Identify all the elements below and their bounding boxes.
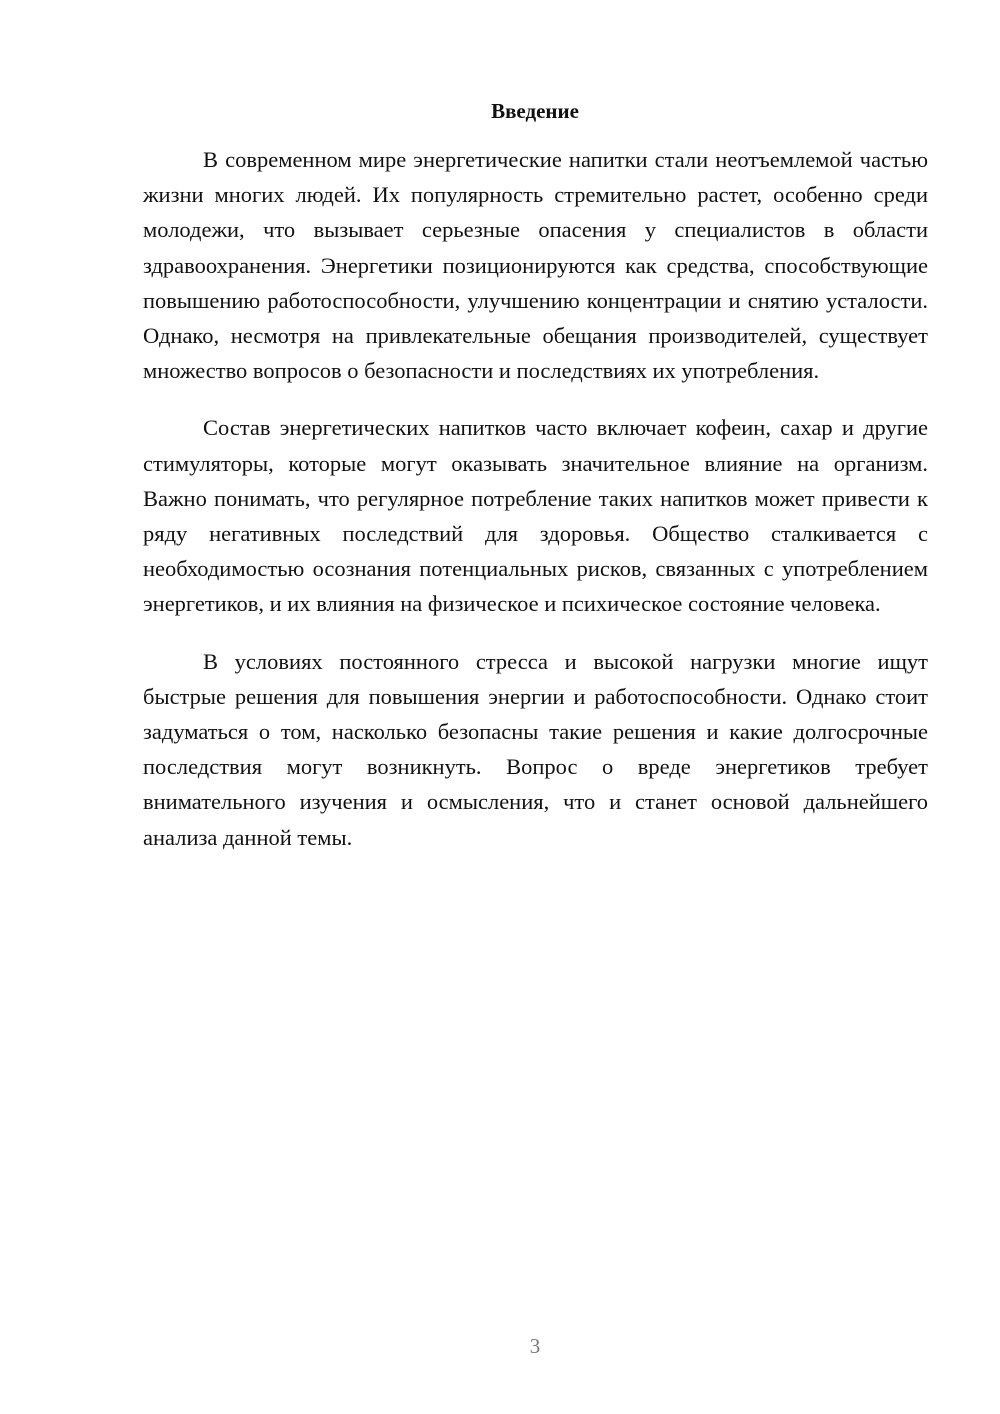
page-number: 3 [529,1334,541,1358]
body-text [143,142,928,877]
paragraph-2: Состав энергетических напитков часто включает кофеин, сахар и другие стимуляторы, которые могут оказывать значительное влияние на организм. Важно понимать, что регулярное потребление таких напитков может привести к ряду негативных последствий для здоровья. Общество сталкивается с необходимостью осознания потенциальных рисков, связанных с употреблением энергетиков, и их влияния на физическое и психическое состояние человека. [143,415,928,617]
paragraph-3: В условиях постоянного стресса и высокой нагрузки многие ищут быстрые решения для повышения энергии и работоспособности. Однако стоит задуматься о том, насколько безопасны такие решения и какие долгосрочные последствия могут возникнуть. Вопрос о вреде энергетиков требует внимательного изучения и осмысления, что и станет основой дальнейшего анализа данной темы. [143,648,928,850]
section-title: Введение [491,99,579,123]
paragraph-1: В современном мире энергетические напитки стали неотъемлемой частью жизни многих людей. Их популярность стремительно растет, особенно среди молодежи, что вызывает серьезные опасения у специалистов в области здравоохранения. Энергетики позиционируются как средства, способствующие повышению работоспособности, улучшению концентрации и снятию усталости. Однако, несмотря на привлекательные обещания производителей, существует множество вопросов о безопасности и последствиях их употребления. [143,147,928,384]
